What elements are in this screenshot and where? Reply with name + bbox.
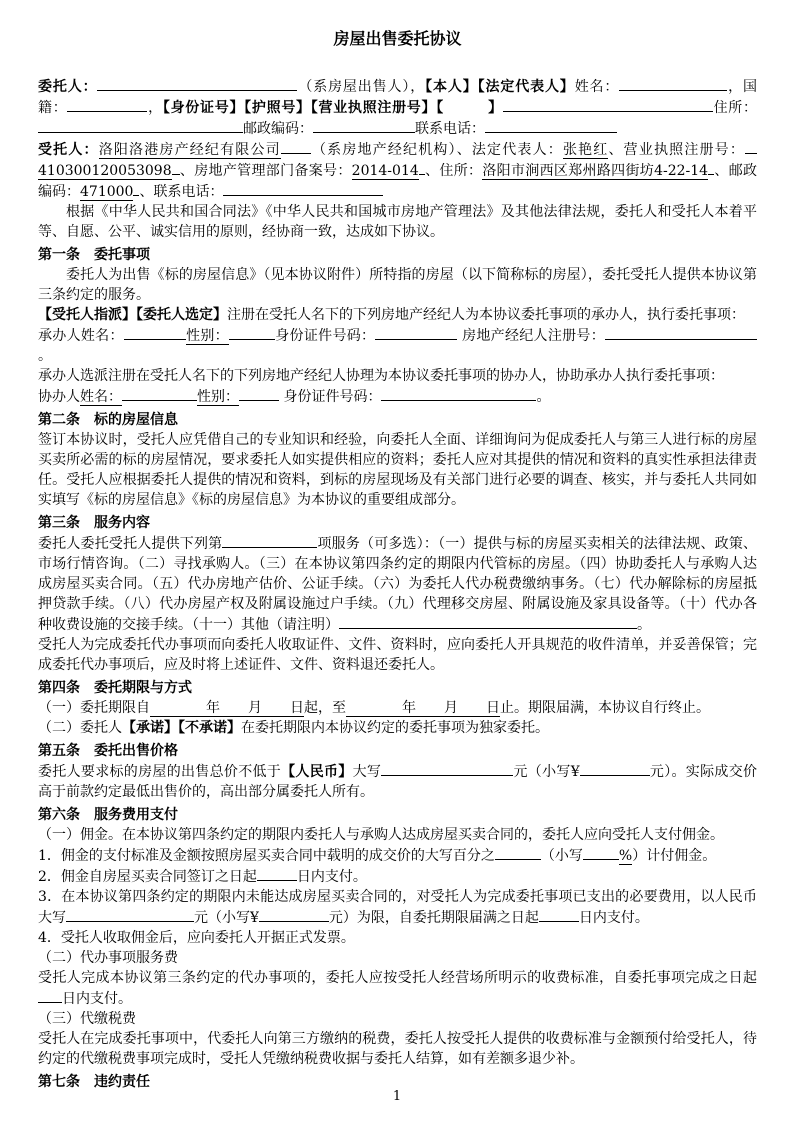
text-run: 日内支付。 — [296, 869, 367, 885]
blank-field — [381, 761, 513, 776]
blank-field — [745, 139, 757, 154]
blank-field — [66, 907, 194, 922]
text-run: 姓名： — [80, 389, 122, 405]
text-run: 410300120053098 — [38, 163, 172, 179]
text-run: （系房屋出售人）， — [297, 79, 426, 95]
document-title: 房屋出售委托协议 — [333, 29, 462, 48]
text-run: （二）代办事项服务费 — [38, 950, 178, 966]
blank-field — [38, 118, 243, 133]
text-run: 性别： — [197, 389, 239, 405]
page-number: 1 — [392, 1089, 402, 1104]
text-run: （一）佣金。在本协议第四条约定的期限内委托人与承购人达成房屋买卖合同的，委托人应向受托人支付佣金。 — [38, 827, 724, 843]
text-run: 洛阳洛港房产经纪有限公司 — [98, 142, 281, 158]
text-run: 起，至 — [304, 700, 346, 716]
text-run: 止。期限届满，本协议自行终止。 — [500, 700, 710, 716]
blank-field — [495, 845, 541, 860]
paragraph — [38, 202, 757, 242]
blank-field — [124, 325, 186, 340]
text-run: 元）为限，自委托期限届满之日起 — [328, 910, 539, 926]
text-run: （系房地产经纪机构）、法定代表人： — [310, 142, 563, 158]
document-body — [38, 76, 757, 1092]
blank-field — [229, 325, 275, 340]
text-run: 元）。实际成交价高于前款约定最低出售价的，高出部分属委托人所有。 — [38, 764, 758, 800]
text-run: 【受托人指派】【委托人选定】 — [38, 307, 227, 323]
text-run: 第四条 委托期限与方式 — [38, 680, 192, 696]
blank-field — [583, 845, 619, 860]
text-run: 协办人 — [38, 389, 80, 405]
blank-field — [580, 761, 650, 776]
text-run: 承办人选派注册在受托人名下的下列房地产经纪人协理为本协议委托事项的协办人，协助承办人执行委托事项： — [38, 368, 724, 384]
text-run: 第二条 标的房屋信息 — [38, 412, 178, 428]
text-run: 委托人： — [38, 79, 98, 95]
blank-field — [259, 907, 329, 922]
section-heading — [38, 678, 757, 698]
paragraph — [38, 761, 757, 802]
text-run: 委托人委托受托人提供下列第 — [38, 536, 223, 552]
paragraph — [38, 948, 757, 968]
paragraph — [38, 635, 757, 675]
text-run: 性别： — [185, 328, 229, 344]
blank-field — [503, 97, 713, 112]
text-run: 元（小写¥ — [194, 910, 259, 926]
text-run: 联系电话： — [415, 121, 485, 137]
paragraph — [38, 887, 757, 928]
text-run: 3．在本协议第四条约定的期限内未能达成房屋买卖合同的，对受托人为完成委托事项已支出的必要费用，以人民币大写 — [38, 889, 757, 926]
text-run: 受托人： — [38, 142, 99, 158]
blank-field — [281, 139, 311, 154]
blank-field — [339, 614, 637, 629]
text-run: 房地产经纪人注册号： — [457, 328, 606, 344]
blank-field — [539, 907, 579, 922]
text-run: 日内支付。 — [578, 910, 649, 926]
text-run: 委托人为出售《标的房屋信息》（见本协议附件）所特指的房屋（以下简称标的房屋），委托受托人提供本协议第三条约定的服务。 — [38, 267, 757, 303]
text-run: 身份证件号码： — [274, 328, 376, 344]
paragraph — [38, 265, 757, 305]
text-run: 身份证件号码： — [279, 389, 382, 405]
paragraph — [38, 718, 757, 738]
text-run: ， — [147, 100, 163, 116]
text-run: 。 — [38, 348, 52, 364]
text-run: 受托人完成本协议第三条约定的代办事项的，委托人应按受托人经营场所明示的收费标准，自委托事项完成之日起 — [38, 970, 757, 986]
text-run: 2014-014 — [351, 163, 419, 179]
text-run: 471000 — [80, 184, 134, 200]
text-run: 洛阳市涧西区郑州路四街坊4-22-14 — [482, 163, 709, 179]
text-run: 第五条 委托出售价格 — [38, 743, 178, 759]
text-run: 大写 — [352, 764, 382, 780]
blank-field — [375, 325, 457, 340]
text-run: 、房地产管理部门备案号： — [179, 163, 352, 179]
text-run: 注册在受托人名下的下列房地产经纪人为本协议委托事项的承办人，执行委托事项： — [227, 307, 745, 323]
text-run: 日内支付。 — [62, 991, 132, 1007]
blank-field — [313, 118, 415, 133]
paragraph — [38, 430, 757, 510]
section-heading — [38, 245, 757, 265]
text-run: 在委托期限内本协议约定的委托事项为独家委托。 — [241, 720, 549, 736]
text-run: 【人民币】 — [281, 764, 353, 780]
blank-field — [619, 76, 727, 91]
blank-field — [381, 386, 536, 401]
paragraph — [38, 533, 757, 635]
text-run: 姓名： — [574, 79, 620, 95]
text-run: 年 月 日 — [346, 700, 500, 716]
paragraph — [38, 386, 757, 407]
text-run: 【承诺】【不承诺】 — [122, 720, 241, 736]
text-run: 、联系电话： — [139, 184, 224, 200]
paragraph — [38, 305, 757, 325]
text-run: 第七条 违约责任 — [38, 1074, 150, 1090]
text-run: 受托人在完成委托事项中，代委托人向第三方缴纳的税费，委托人按受托人提供的收费标准与金额预付给受托人，待约定的代缴税费事项完成时，受托人凭缴纳税费收据与委托人结算，如有差额多退少补。 — [38, 1031, 757, 1067]
text-run: 。 — [536, 389, 551, 405]
blank-field — [239, 386, 279, 401]
text-run: （一）委托期限自 — [38, 700, 150, 716]
paragraph — [38, 825, 757, 845]
blank-field — [222, 533, 317, 548]
text-run: 】 — [488, 100, 503, 116]
text-run: 4．受托人收取佣金后，应向委托人开据正式发票。 — [38, 930, 355, 946]
text-run: 元（小写¥ — [513, 764, 580, 780]
paragraph — [38, 968, 757, 1009]
text-run: ）计付佣金。 — [632, 848, 717, 864]
blank-field — [67, 97, 147, 112]
section-heading — [38, 741, 757, 761]
paragraph — [38, 325, 757, 366]
text-run: ，国籍： — [38, 79, 758, 116]
blank-field — [172, 160, 180, 175]
paragraph — [38, 366, 757, 386]
text-run: 。 — [637, 617, 651, 633]
paragraph — [38, 928, 757, 948]
paragraph — [38, 845, 757, 866]
text-run: 、住所： — [424, 163, 483, 179]
paragraph — [38, 698, 757, 718]
section-heading — [38, 513, 757, 533]
paragraph — [38, 76, 757, 139]
section-heading — [38, 805, 757, 825]
blank-field — [97, 76, 297, 91]
text-run: 受托人为完成委托代办事项而向委托人收取证件、文件、资料时，应向委托人开具规范的收件清单，并妥善保管；完成委托代办事项后，应及时将上述证件、文件、资料退还委托人。 — [38, 637, 757, 673]
text-run: 承办人姓名： — [38, 328, 124, 344]
text-run: 年 月 日 — [150, 700, 304, 716]
text-run — [444, 100, 488, 116]
text-run: 、邮政编码： — [38, 163, 758, 200]
text-run: 项服务（可多选）：（一）提供与标的房屋买卖相关的法律法规、政策、市场行情咨询。（二）寻找承购人。（三）在本协议第四条约定的期限内代管标的房屋。（四）协助委托人与承购人达成房屋买卖合同。（五）代办房地产估价、公证手续。（六）为委托人代办税费缴纳事务。（七）代办解除标的房屋抵押贷款手续。（八）代办房屋产权及附属设施过户手续。（九）代理移交房屋、附属设施及家具设备等。（十）代办各种收费设施的交接手续。（十一）其他（请注明） — [38, 536, 757, 633]
text-run: 住所： — [712, 100, 757, 116]
blank-field — [257, 866, 297, 881]
paragraph — [38, 1009, 757, 1029]
text-run: 邮政编码： — [243, 121, 313, 137]
text-run: 1．佣金的支付标准及金额按照房屋买卖合同中载明的成交价的大写百分之 — [38, 848, 495, 864]
text-run: 第三条 服务内容 — [38, 515, 150, 531]
blank-field — [122, 386, 197, 401]
blank-field — [38, 988, 62, 1003]
text-run: （小写 — [540, 848, 583, 864]
text-run: 根据《中华人民共和国合同法》《中华人民共和国城市房地产管理法》及其他法律法规，委托人和受托人本着平等、自愿、公平、诚实信用的原则，经协商一致，达成如下协议。 — [38, 204, 757, 240]
paragraph — [38, 139, 757, 202]
text-run: 2．佣金自房屋买卖合同签订之日起 — [38, 869, 257, 885]
blank-field — [605, 325, 757, 340]
paragraph — [38, 1029, 757, 1069]
text-run: 第一条 委托事项 — [38, 247, 150, 263]
text-run: 【身份证号】【护照号】【营业执照注册号】【 — [162, 100, 444, 116]
text-run: 张艳红 — [562, 142, 609, 158]
text-run: 、营业执照注册号： — [608, 142, 746, 158]
text-run: % — [618, 848, 633, 864]
text-run: 委托人要求标的房屋的出售总价不低于 — [38, 764, 282, 780]
blank-field — [223, 181, 383, 196]
section-heading — [38, 410, 757, 430]
text-run: 签订本协议时，受托人应凭借自己的专业知识和经验，向委托人全面、详细询问为促成委托人与第三人进行标的房屋买卖所必需的标的房屋情况，要求委托人如实提供相应的资料；委托人应对其提供的情况和资料的真实性承担法律责任。受托人应根据委托人提供的情况和资料，到标的房屋现场及有关部门进行必要的调查、核实，并与委托人共同如实填写《标的房屋信息》《标的房屋信息》为本协议的重要组成部分。 — [38, 432, 757, 508]
blank-field — [485, 118, 617, 133]
paragraph — [38, 866, 757, 887]
text-run: 【本人】【法定代表人】 — [425, 79, 575, 95]
text-run: 第六条 服务费用支付 — [38, 807, 178, 823]
text-run: （三）代缴税费 — [38, 1011, 136, 1027]
text-run: （二）委托人 — [38, 720, 122, 736]
